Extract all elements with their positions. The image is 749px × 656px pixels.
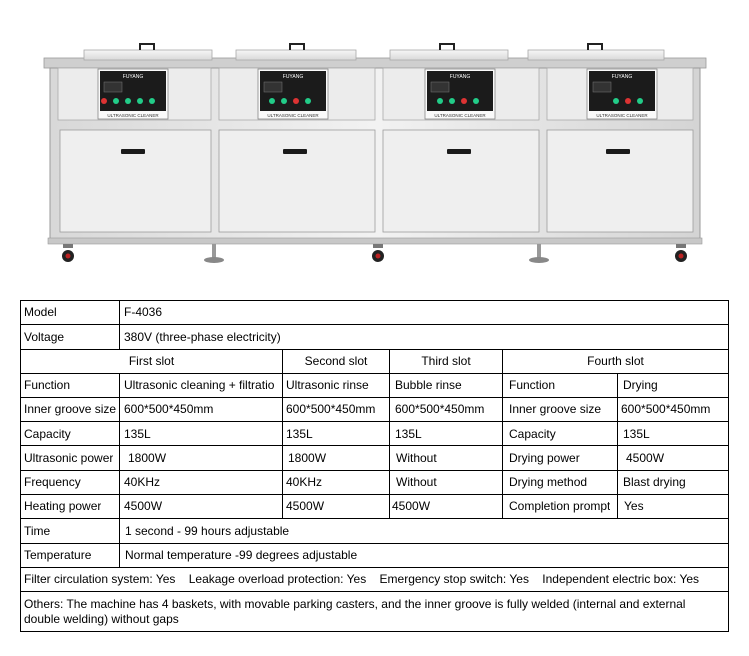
slot4-label: Drying method bbox=[509, 475, 588, 489]
slot1-value: 135L bbox=[124, 427, 151, 441]
slot-header-fourth: Fourth slot bbox=[587, 354, 644, 368]
time-label: Time bbox=[24, 524, 51, 538]
voltage-value: 380V (three-phase electricity) bbox=[124, 330, 281, 344]
slot4-label: Function bbox=[509, 378, 556, 392]
features-line: Filter circulation system: Yes Leakage overload protection: Yes Emergency stop switch: Yes Independent electric box: Yes bbox=[24, 572, 700, 586]
slot1-value: 40KHz bbox=[124, 475, 161, 489]
slot1-value: 4500W bbox=[124, 499, 163, 513]
slot1-value: 600*500*450mm bbox=[124, 402, 214, 416]
slot2-value: Ultrasonic rinse bbox=[286, 378, 369, 392]
slot4-value: Blast drying bbox=[623, 475, 686, 489]
brand-label: FUYANG bbox=[449, 74, 471, 80]
slot1-value: 1800W bbox=[128, 451, 167, 465]
row-label: Ultrasonic power bbox=[24, 451, 114, 465]
row-label: Heating power bbox=[24, 499, 102, 513]
others-note: Others: The machine has 4 baskets, with movable parking casters, and the inner groove is fully welded (internal and external double welding) without gaps bbox=[24, 597, 686, 626]
slot4-label: Inner groove size bbox=[509, 402, 602, 416]
temperature-value: Normal temperature -99 degrees adjustable bbox=[125, 548, 358, 562]
slot3-value: Bubble rinse bbox=[395, 378, 462, 392]
slot3-value: Without bbox=[396, 451, 437, 465]
slot4-label: Completion prompt bbox=[509, 499, 611, 513]
slot4-label: Capacity bbox=[509, 427, 556, 441]
model-value: F-4036 bbox=[124, 305, 163, 319]
slot2-value: 135L bbox=[286, 427, 313, 441]
slot4-value: Yes bbox=[624, 499, 644, 513]
slot-header-third: Third slot bbox=[421, 354, 471, 368]
panel-caption: ULTRASONIC CLEANER bbox=[434, 113, 486, 118]
slot4-value: 135L bbox=[623, 427, 650, 441]
row-label: Function bbox=[24, 378, 71, 392]
slot4-value: 4500W bbox=[626, 451, 665, 465]
row-label: Frequency bbox=[24, 475, 81, 489]
slot2-value: 40KHz bbox=[286, 475, 323, 489]
slot3-value: 4500W bbox=[392, 499, 431, 513]
slot2-value: 1800W bbox=[288, 451, 327, 465]
slot4-value: 600*500*450mm bbox=[621, 402, 711, 416]
slot-header-first: First slot bbox=[128, 354, 175, 368]
panel-caption: ULTRASONIC CLEANER bbox=[596, 113, 648, 118]
ultrasonic-cleaner-machine-image bbox=[0, 0, 749, 280]
time-value: 1 second - 99 hours adjustable bbox=[125, 524, 290, 538]
voltage-label: Voltage bbox=[24, 330, 65, 344]
tank-lids bbox=[84, 44, 664, 60]
slot4-value: Drying bbox=[623, 378, 658, 392]
slot2-value: 600*500*450mm bbox=[286, 402, 376, 416]
slot-header-second: Second slot bbox=[304, 354, 368, 368]
slot3-value: 135L bbox=[395, 427, 422, 441]
row-label: Capacity bbox=[24, 427, 71, 441]
brand-label: FUYANG bbox=[122, 74, 144, 80]
panel-caption: ULTRASONIC CLEANER bbox=[107, 113, 159, 118]
casters bbox=[62, 244, 687, 263]
slot3-value: Without bbox=[396, 475, 437, 489]
panel-caption: ULTRASONIC CLEANER bbox=[267, 113, 319, 118]
slot2-value: 4500W bbox=[286, 499, 325, 513]
model-label: Model bbox=[24, 305, 57, 319]
slot4-label: Drying power bbox=[509, 451, 580, 465]
brand-label: FUYANG bbox=[282, 74, 304, 80]
brand-label: FUYANG bbox=[611, 74, 633, 80]
temperature-label: Temperature bbox=[24, 548, 92, 562]
row-label: Inner groove size bbox=[24, 402, 117, 416]
slot1-value: Ultrasonic cleaning + filtratio bbox=[124, 378, 275, 392]
slot3-value: 600*500*450mm bbox=[395, 402, 485, 416]
